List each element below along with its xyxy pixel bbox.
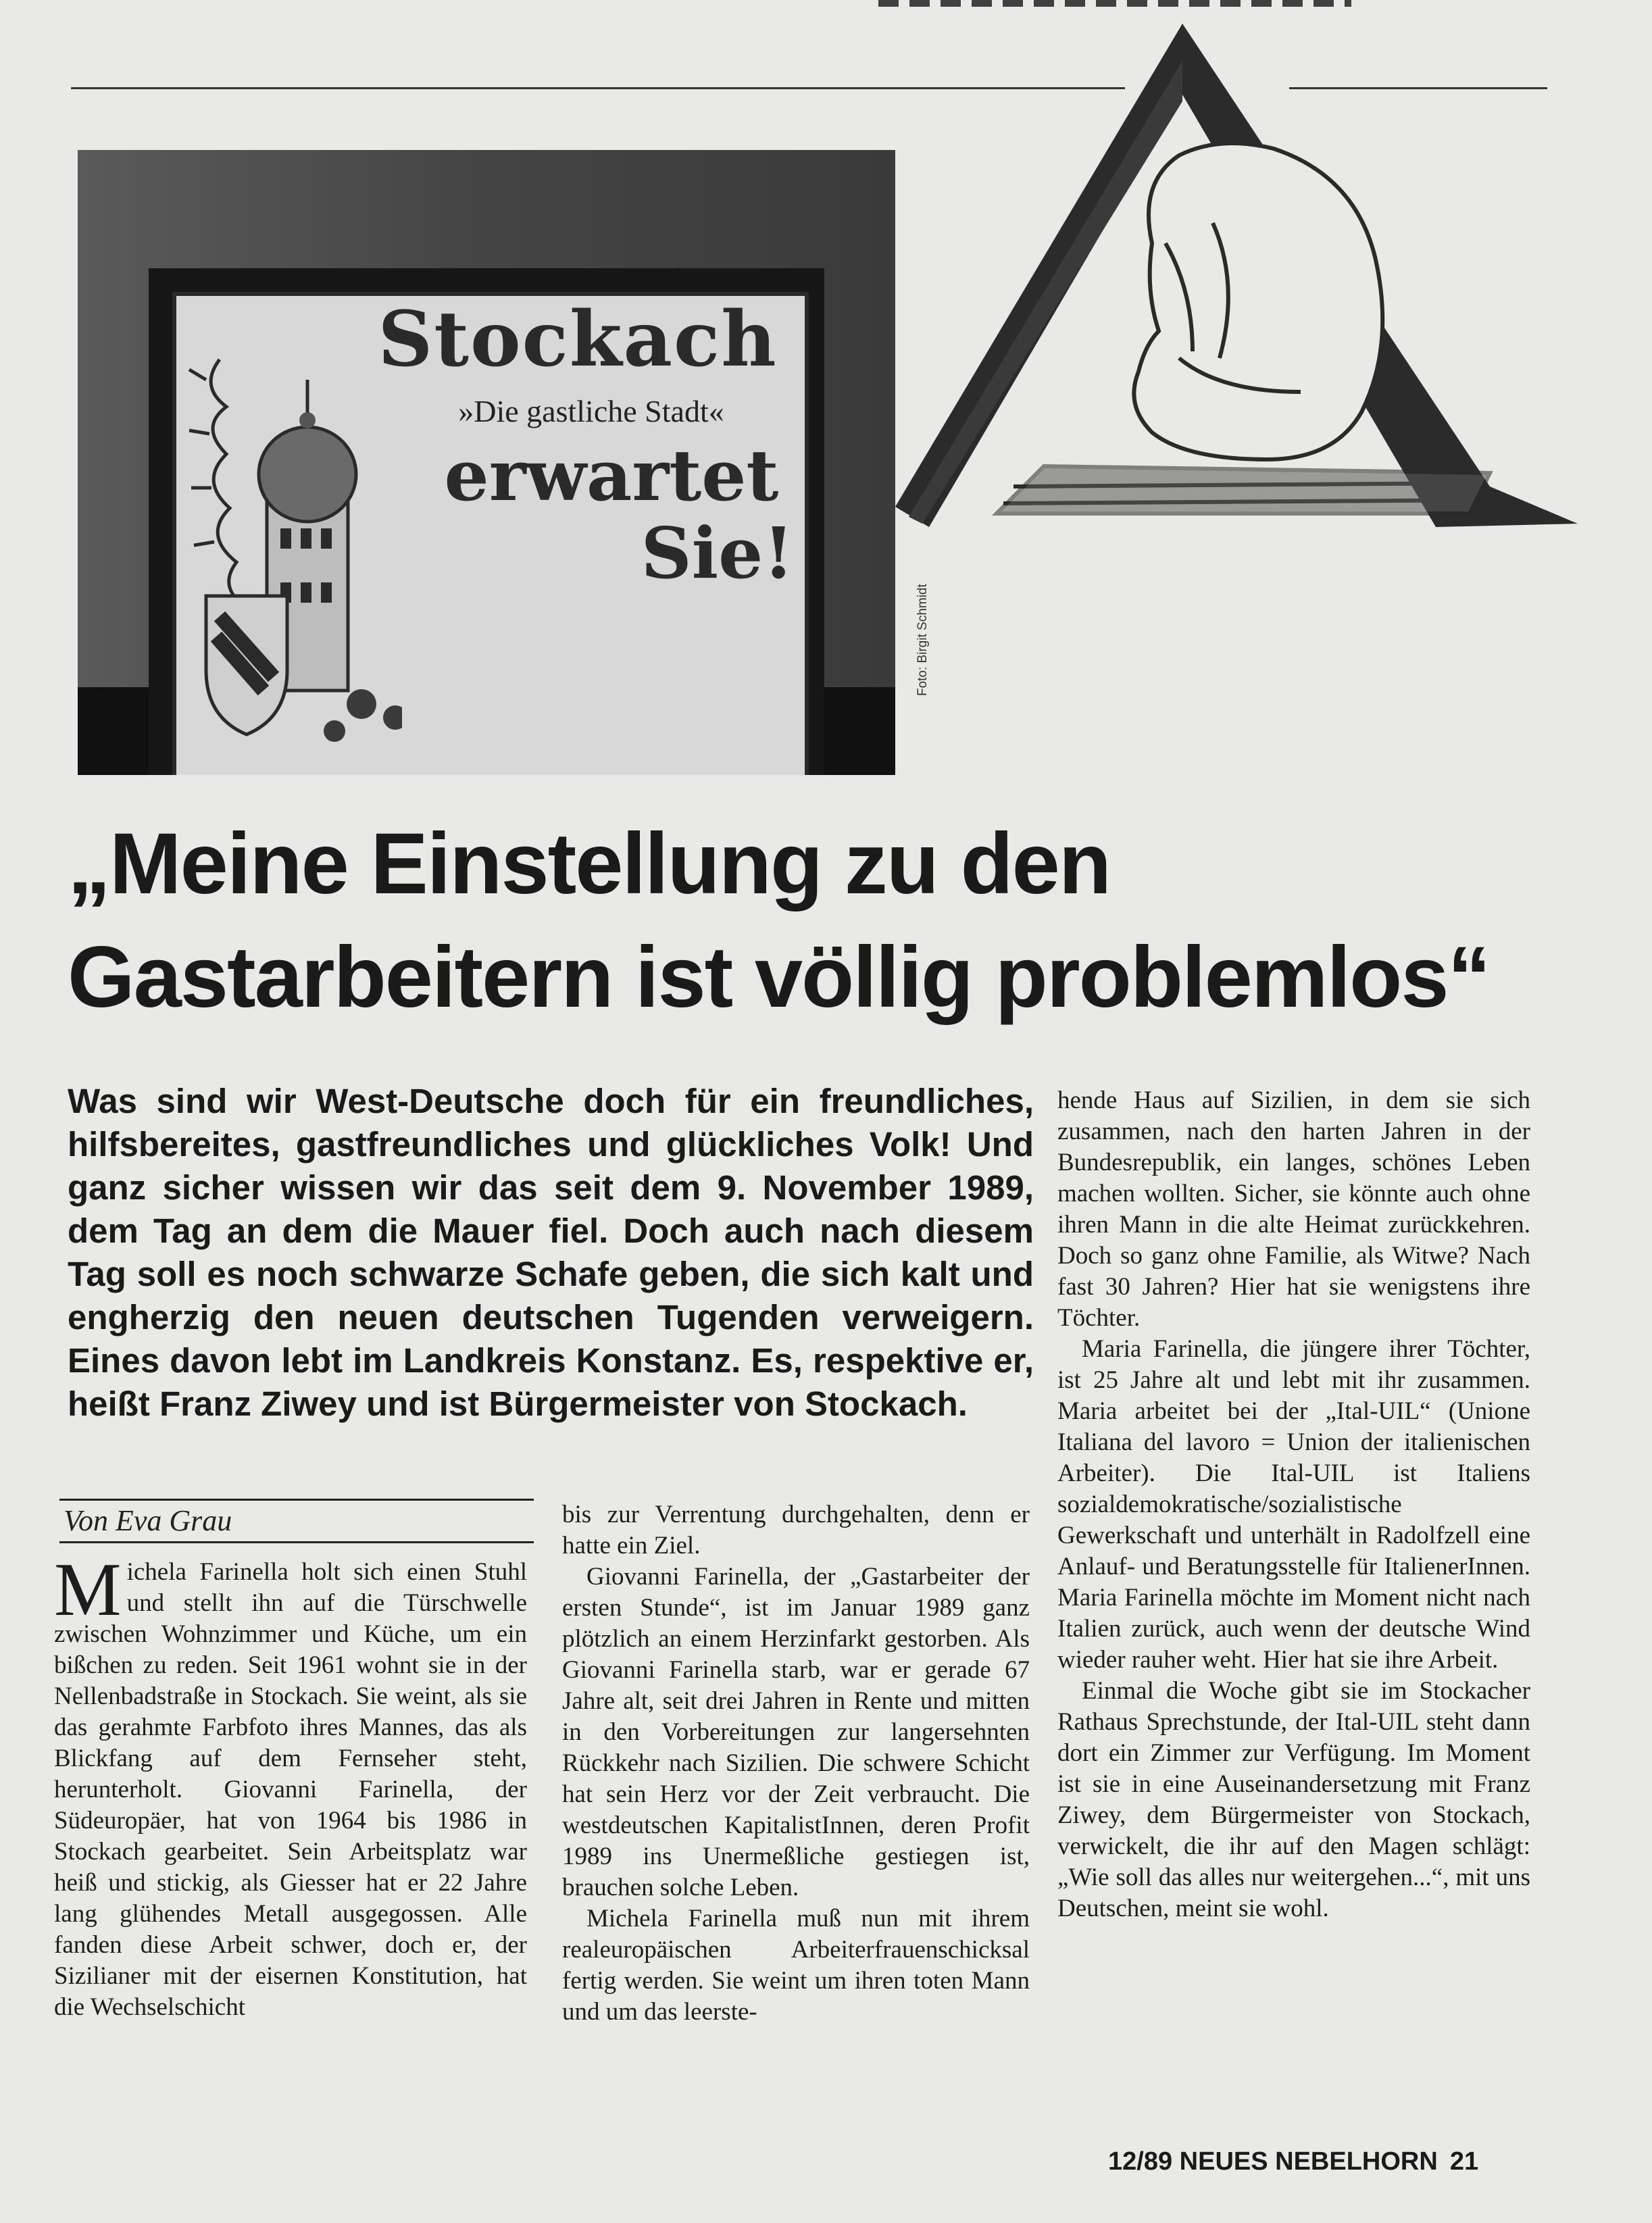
page-footer bbox=[1108, 2147, 1478, 2176]
sign-line-2: erwartet bbox=[444, 434, 779, 517]
column-2-paragraph-2: Giovanni Farinella, der „Gastarbeiter der ersten Stunde“, ist im Januar 1989 ganz plötzlich an einem Herzinfarkt gestorben. Als Giovanni Farinella starb, war er gerade 67 Jahre alt, seit drei Jahren in Rente und mitten in den Vorbereitungen zur langersehnten Rückkehr nach Sizilien. Die schwere Schicht hat sein Herz vor der Zeit verbraucht. Die westdeutschen KapitalistInnen, deren Profit 1989 ins Unermeßliche gestiegen ist, brauchen solche Leben. bbox=[562, 1563, 1030, 1901]
byline: Von Eva Grau bbox=[64, 1504, 232, 1537]
byline-box bbox=[59, 1499, 534, 1543]
lead-paragraph: Was sind wir West-Deutsche doch für ein freundliches, hilfsbereites, gastfreundliches und glückliches Volk! Und ganz sicher wissen wir das seit dem 9. November 1989, dem Tag an dem die Mauer fiel. Doch auch nach diesem Tag soll es noch schwarze Schafe geben, die sich kalt und engherzig den neuen deutschen Tugenden verweigern. Eines davon lebt im Landkreis Konstanz. Es, respektive er, heißt Franz Ziwey und ist Bürgermeister von Stockach. bbox=[68, 1082, 1034, 1423]
top-edge-scrap bbox=[878, 0, 1351, 7]
sign-subtitle: »Die gastliche Stadt« bbox=[458, 394, 724, 428]
column-2-paragraph-3: Michela Farinella muß nun mit ihrem realeuropäischen Arbeiterfrauenschicksal fertig werden. Sie weint um ihren toten Mann und um das leerste- bbox=[562, 1905, 1030, 2026]
headline-line-1: „Meine Einstellung zu den bbox=[68, 816, 1110, 912]
sign-title: Stockach bbox=[378, 295, 778, 384]
headline bbox=[68, 807, 1588, 1034]
photo-credit: Foto: Birgit Schmidt bbox=[916, 584, 930, 696]
column-3-paragraph-3: Einmal die Woche gibt sie im Stockacher Rathaus Sprechstunde, der Ital-UIL steht dann dort ein Zimmer zur Verfügung. Im Moment ist sie in eine Auseinandersetzung mit Franz Ziwey, dem Bürgermeister von Stockach, verwickelt, die ihr auf den Magen schlägt: „Wie soll das alles nur weitergehen...“, mit uns Deutschen, meint sie wohl. bbox=[1057, 1677, 1530, 1922]
column-3-paragraph-2: Maria Farinella, die jüngere ihrer Töchter, ist 25 Jahre alt und lebt mit ihr zusammen. Maria arbeitet bei der „Ital-UIL“ (Unione Italiana del lavoro = Union der italienischen Arbeiter). Die Ital-UIL ist Italiens sozialdemokratische/sozialistische Gewerkschaft und unterhält in Radolfzell eine Anlauf- und Beratungsstelle für ItalienerInnen. Maria Farinella möchte im Moment nicht nach Italien zurück, auch wenn der deutsche Wind wieder rauher weht. Hier hat sie ihre Arbeit. bbox=[1057, 1335, 1530, 1674]
column-3-paragraph-1: hende Haus auf Sizilien, in dem sie sich zusammen, nach den harten Jahren in der Bundesrepublik, ein langes, schönes Leben machen wollten. Sicher, sie könnte auch ohne ihren Mann in die alte Heimat zurückkehren. Doch so ganz ohne Familie, als Witwe? Nach fast 30 Jahren? Hier hat sie wenigstens ihre Töchter. bbox=[1057, 1086, 1530, 1332]
crouching-figure-drawing bbox=[895, 20, 1584, 534]
drop-cap: M bbox=[54, 1548, 122, 1632]
sign-photo bbox=[78, 150, 895, 775]
column-2-paragraph-1: bis zur Verrentung durchgehalten, denn er hatte ein Ziel. bbox=[562, 1501, 1030, 1559]
column-2 bbox=[562, 1499, 1030, 2028]
sign-line-3: Sie! bbox=[641, 511, 794, 595]
issue-label: 12/89 NEUES NEBELHORN bbox=[1108, 2147, 1438, 2176]
headline-line-2: Gastarbeitern ist völlig problemlos“ bbox=[68, 929, 1490, 1026]
column-1-text: ichela Farinella holt sich einen Stuhl und stellt ihn auf die Türschwelle zwischen Wohnzimmer und Küche, um ein bißchen zu reden. Seit 1961 wohnt sie in der Nellenbadstraße in Stockach. Sie weint, als sie das gerahmte Farbfoto ihres Mannes, das als Blickfang auf dem Fernseher steht, herunterholt. Giovanni Farinella, der Südeuropäer, hat von 1964 bis 1986 in Stockach gearbeitet. Sein Arbeitsplatz war heiß und stickig, als Giesser hat er 22 Jahre lang glühendes Metall ausgegossen. Alle fanden diese Arbeit schwer, doch er, der Sizilianer mit der eisernen Konstitution, hat die Wechselschicht bbox=[54, 1558, 527, 2021]
column-1 bbox=[54, 1548, 527, 2023]
page-number: 21 bbox=[1449, 2147, 1479, 2176]
column-3 bbox=[1057, 1085, 1530, 1924]
